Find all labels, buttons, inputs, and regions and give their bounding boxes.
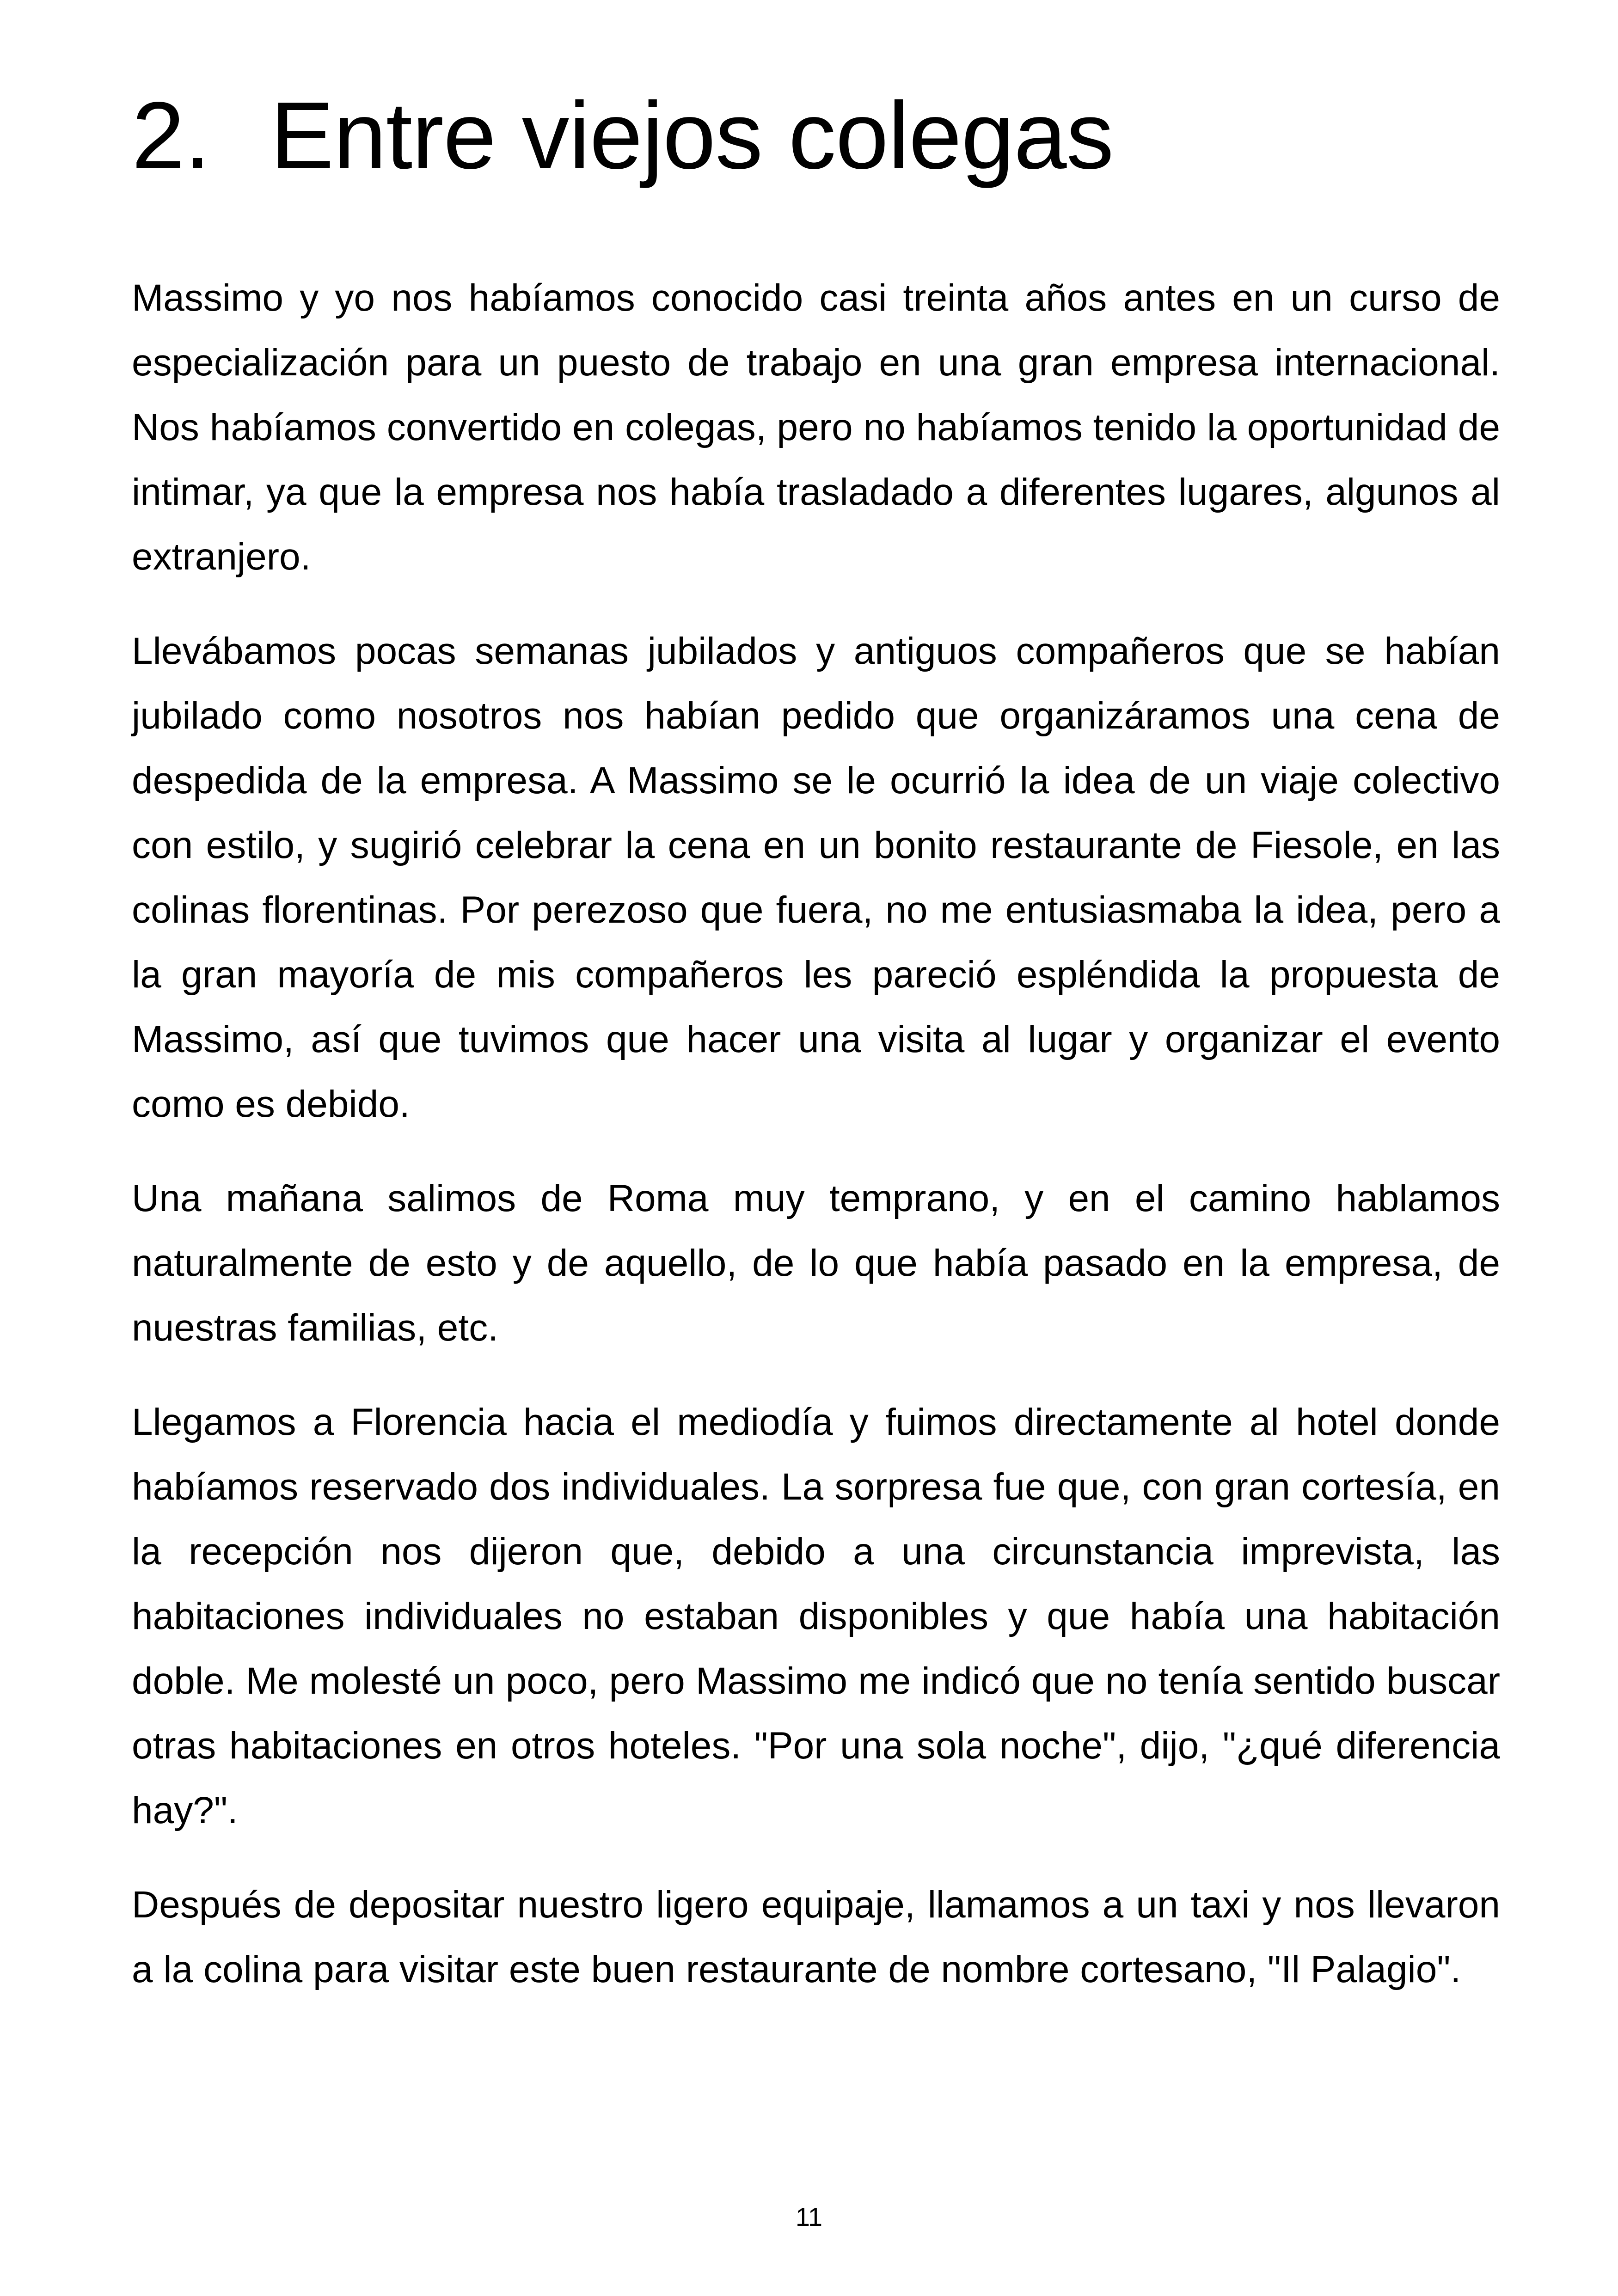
paragraph-3: Una mañana salimos de Roma muy temprano, y en el camino hablamos naturalmente de esto y de aquello, de lo que había pasado en la empresa, de nuestras familias, etc. (132, 1177, 1500, 1349)
paragraph-2: Llevábamos pocas semanas jubilados y antiguos compañeros que se habían jubilado como nosotros nos habían pedido que organizáramos una cena de despedida de la empresa. A Massimo se le ocurrió la idea de un viaje colectivo con estilo, y sugirió celebrar la cena en un bonito restaurante de Fiesole, en las colinas florentinas. Por perezoso que fuera, no me entusiasmaba la idea, pero a la gran mayoría de mis compañeros les pareció espléndida la propuesta de Massimo, así que tuvimos que hacer una visita al lugar y organizar el evento como es debido. (132, 630, 1500, 1125)
paragraph-1: Massimo y yo nos habíamos conocido casi treinta años antes en un curso de especialización para un puesto de trabajo en una gran empresa internacional. Nos habíamos convertido en colegas, pero no habíamos tenido la oportunidad de intimar, ya que la empresa nos había trasladado a diferentes lugares, algunos al extranjero. (132, 277, 1500, 578)
chapter-number: 2. (132, 82, 210, 189)
page-number: 11 (795, 2202, 823, 2231)
paragraph-5: Después de depositar nuestro ligero equipaje, llamamos a un taxi y nos llevaron a la colina para visitar este buen restaurante de nombre cortesano, "Il Palagio". (132, 1884, 1500, 1990)
paragraph-4: Llegamos a Florencia hacia el mediodía y fuimos directamente al hotel donde habíamos reservado dos individuales. La sorpresa fue que, con gran cortesía, en la recepción nos dijeron que, debido a una circunstancia imprevista, las habitaciones individuales no estaban disponibles y que había una habitación doble. Me molesté un poco, pero Massimo me indicó que no tenía sentido buscar otras habitaciones en otros hoteles. "Por una sola noche", dijo, "¿qué diferencia hay?". (132, 1401, 1500, 1831)
chapter-heading (132, 82, 1114, 189)
chapter-body (132, 266, 1500, 2032)
chapter-title: Entre viejos colegas (270, 82, 1114, 189)
